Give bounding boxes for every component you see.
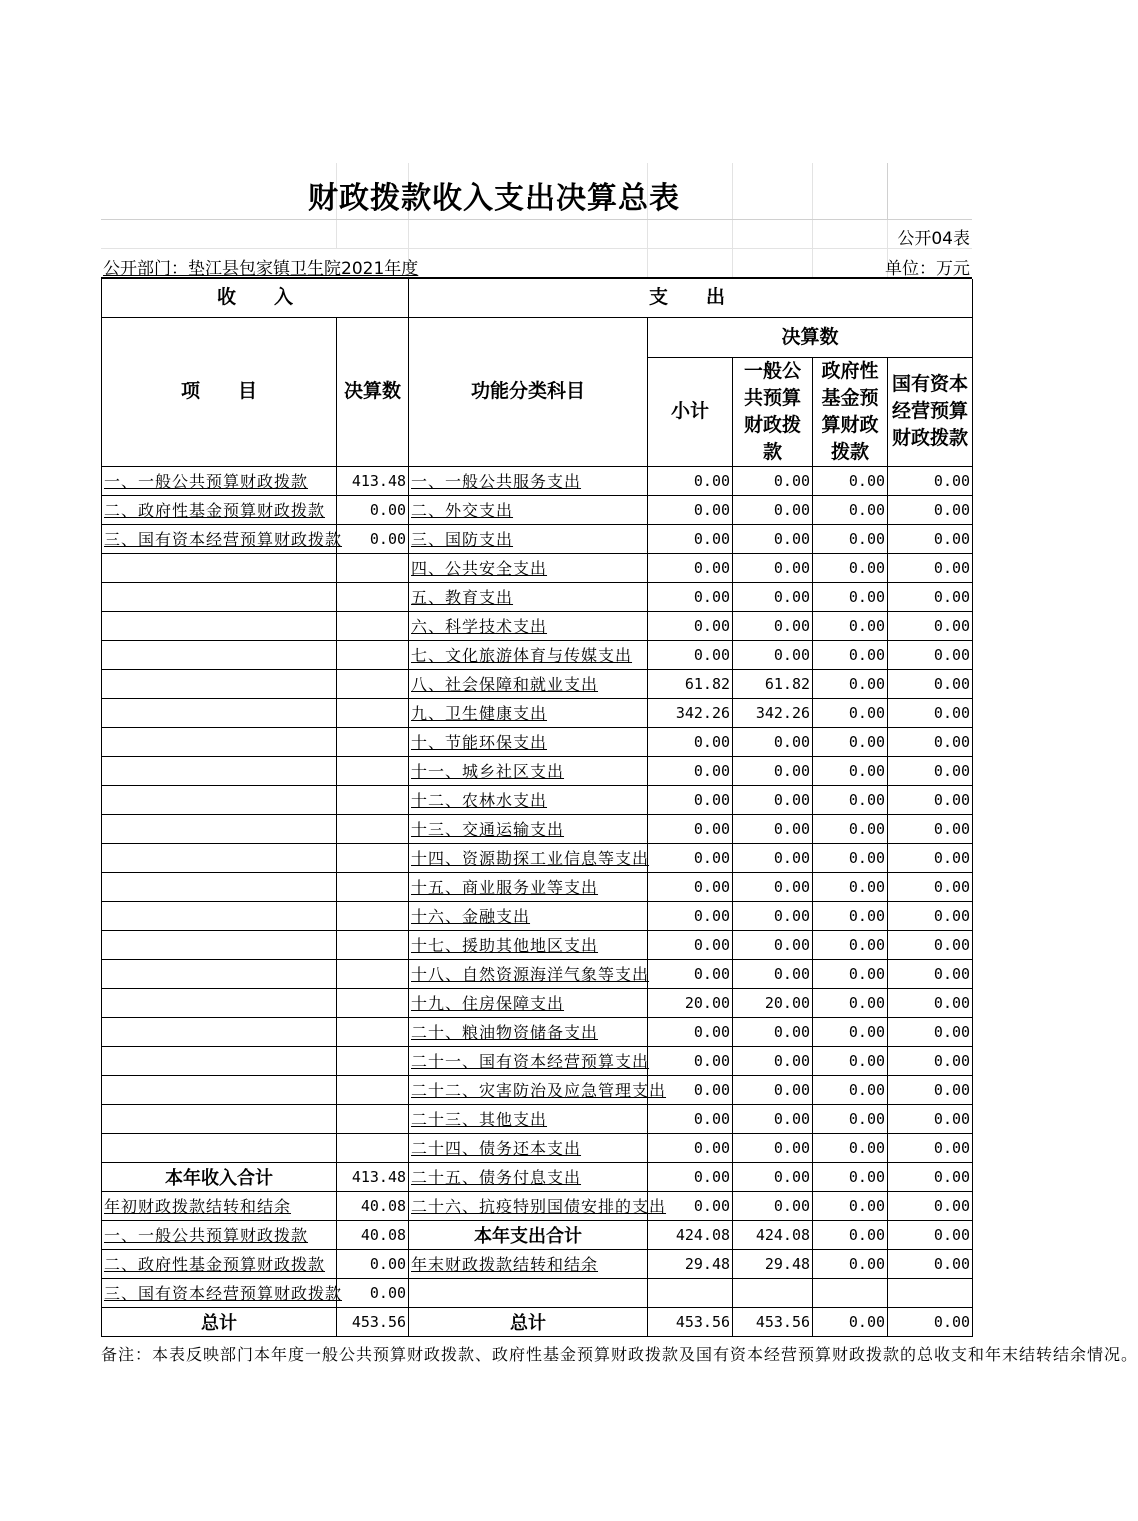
- table-row: [102, 727, 973, 756]
- general-budget-cell: 0.00: [733, 582, 813, 611]
- gov-fund-cell: 0.00: [813, 1220, 888, 1249]
- gov-fund-cell: 0.00: [813, 640, 888, 669]
- general-budget-cell: 20.00: [733, 988, 813, 1017]
- table-row: [102, 553, 973, 582]
- table-row: [102, 785, 973, 814]
- expense-item: 十、节能环保支出: [409, 727, 648, 756]
- table-row: [102, 1017, 973, 1046]
- income-item: 本年收入合计: [102, 1162, 337, 1191]
- gov-fund-cell: 0.00: [813, 1249, 888, 1278]
- expense-item: 二十二、灾害防治及应急管理支出: [409, 1075, 648, 1104]
- income-amount: [337, 1017, 409, 1046]
- income-amount: [337, 640, 409, 669]
- table-row: [102, 756, 973, 785]
- expense-item: 本年支出合计: [409, 1220, 648, 1249]
- income-item: [102, 640, 337, 669]
- gov-fund-cell: 0.00: [813, 930, 888, 959]
- expense-item: 年末财政拨款结转和结余: [409, 1249, 648, 1278]
- income-amount: 453.56: [337, 1307, 409, 1336]
- state-capital-cell: 0.00: [888, 553, 973, 582]
- income-amount: [337, 669, 409, 698]
- subtotal-cell: 453.56: [648, 1307, 733, 1336]
- gov-fund-cell: 0.00: [813, 1104, 888, 1133]
- subtotal-cell: 0.00: [648, 495, 733, 524]
- general-budget-cell: 0.00: [733, 495, 813, 524]
- state-capital-cell: 0.00: [888, 959, 973, 988]
- function-header: 功能分类科目: [409, 317, 648, 466]
- income-amount: 0.00: [337, 524, 409, 553]
- subtotal-header: 小计: [648, 357, 733, 466]
- subtotal-cell: 0.00: [648, 814, 733, 843]
- subtotal-cell: 0.00: [648, 1075, 733, 1104]
- general-budget-cell: 0.00: [733, 843, 813, 872]
- income-item: [102, 727, 337, 756]
- income-item: 一、一般公共预算财政拨款: [102, 466, 337, 495]
- subtotal-cell: 342.26: [648, 698, 733, 727]
- income-amount: [337, 988, 409, 1017]
- income-amount: 40.08: [337, 1191, 409, 1220]
- expense-item: 二、外交支出: [409, 495, 648, 524]
- income-amount: 0.00: [337, 495, 409, 524]
- gov-fund-header: 政府性基金预算财政拨款: [813, 357, 888, 466]
- gov-fund-cell: 0.00: [813, 785, 888, 814]
- income-item: [102, 872, 337, 901]
- income-item: [102, 669, 337, 698]
- table-row: [102, 959, 973, 988]
- subtotal-cell: 0.00: [648, 872, 733, 901]
- expense-item: 十一、城乡社区支出: [409, 756, 648, 785]
- table-row: [102, 843, 973, 872]
- subtotal-cell: 0.00: [648, 843, 733, 872]
- gov-fund-cell: 0.00: [813, 553, 888, 582]
- unit-label: 单位：万元: [885, 259, 970, 279]
- general-budget-cell: 0.00: [733, 611, 813, 640]
- income-item: 年初财政拨款结转和结余: [102, 1191, 337, 1220]
- income-item: [102, 1075, 337, 1104]
- expense-item: 一、一般公共服务支出: [409, 466, 648, 495]
- general-budget-cell: 0.00: [733, 640, 813, 669]
- income-item: 二、政府性基金预算财政拨款: [102, 1249, 337, 1278]
- expense-item: 七、文化旅游体育与传媒支出: [409, 640, 648, 669]
- gov-fund-cell: 0.00: [813, 1046, 888, 1075]
- subtotal-cell: 0.00: [648, 756, 733, 785]
- income-amount: [337, 698, 409, 727]
- expense-item: 二十三、其他支出: [409, 1104, 648, 1133]
- subtotal-cell: 0.00: [648, 611, 733, 640]
- subtotal-cell: 0.00: [648, 640, 733, 669]
- state-capital-cell: 0.00: [888, 495, 973, 524]
- subtotal-cell: 0.00: [648, 727, 733, 756]
- state-capital-cell: 0.00: [888, 669, 973, 698]
- income-amount: [337, 901, 409, 930]
- subtotal-cell: 0.00: [648, 582, 733, 611]
- income-amount: [337, 1133, 409, 1162]
- expense-item: 八、社会保障和就业支出: [409, 669, 648, 698]
- subtotal-cell: 0.00: [648, 1133, 733, 1162]
- state-capital-cell: 0.00: [888, 1104, 973, 1133]
- table-body: [102, 466, 973, 1336]
- income-item: [102, 814, 337, 843]
- expense-item: 十八、自然资源海洋气象等支出: [409, 959, 648, 988]
- subtotal-cell: 0.00: [648, 1104, 733, 1133]
- income-item: [102, 988, 337, 1017]
- state-capital-cell: 0.00: [888, 872, 973, 901]
- table-row: [102, 1104, 973, 1133]
- subtotal-cell: [648, 1278, 733, 1307]
- gov-fund-cell: 0.00: [813, 727, 888, 756]
- income-item: [102, 930, 337, 959]
- subtotal-cell: 29.48: [648, 1249, 733, 1278]
- state-capital-cell: 0.00: [888, 466, 973, 495]
- gov-fund-cell: 0.00: [813, 1307, 888, 1336]
- table-row: [102, 1220, 973, 1249]
- income-item: [102, 698, 337, 727]
- state-capital-cell: 0.00: [888, 524, 973, 553]
- gov-fund-cell: 0.00: [813, 582, 888, 611]
- income-item: 三、国有资本经营预算财政拨款: [102, 1278, 337, 1307]
- table-row: [102, 1191, 973, 1220]
- subtotal-cell: 0.00: [648, 959, 733, 988]
- subtotal-cell: 0.00: [648, 930, 733, 959]
- income-amount: [337, 959, 409, 988]
- income-amount: 40.08: [337, 1220, 409, 1249]
- subtotal-cell: 0.00: [648, 1017, 733, 1046]
- expense-item: 四、公共安全支出: [409, 553, 648, 582]
- state-capital-cell: 0.00: [888, 640, 973, 669]
- income-amount: [337, 1104, 409, 1133]
- gov-fund-cell: 0.00: [813, 611, 888, 640]
- expense-item: 十六、金融支出: [409, 901, 648, 930]
- subtotal-cell: 0.00: [648, 466, 733, 495]
- state-capital-cell: 0.00: [888, 756, 973, 785]
- general-budget-cell: 0.00: [733, 1075, 813, 1104]
- state-capital-cell: 0.00: [888, 1220, 973, 1249]
- income-amount: [337, 1075, 409, 1104]
- form-code: 公开04表: [897, 229, 970, 249]
- table-row: [102, 611, 973, 640]
- gov-fund-cell: 0.00: [813, 524, 888, 553]
- state-capital-cell: 0.00: [888, 611, 973, 640]
- table-row: [102, 1075, 973, 1104]
- gov-fund-cell: 0.00: [813, 466, 888, 495]
- gov-fund-cell: [813, 1278, 888, 1307]
- subtotal-cell: 61.82: [648, 669, 733, 698]
- title-row: [101, 163, 972, 220]
- table-row: [102, 524, 973, 553]
- gov-fund-cell: 0.00: [813, 1133, 888, 1162]
- table-row: [102, 901, 973, 930]
- gov-fund-cell: 0.00: [813, 698, 888, 727]
- gov-fund-cell: 0.00: [813, 1191, 888, 1220]
- income-amount: [337, 930, 409, 959]
- subtotal-cell: 0.00: [648, 1046, 733, 1075]
- state-capital-cell: 0.00: [888, 1307, 973, 1336]
- state-capital-cell: 0.00: [888, 843, 973, 872]
- subtotal-cell: 0.00: [648, 901, 733, 930]
- expense-item: 六、科学技术支出: [409, 611, 648, 640]
- table-row: [102, 814, 973, 843]
- general-budget-cell: 0.00: [733, 814, 813, 843]
- amount-header: 决算数: [337, 317, 409, 466]
- table-row: [102, 930, 973, 959]
- income-amount: 0.00: [337, 1278, 409, 1307]
- income-item: [102, 1104, 337, 1133]
- general-budget-cell: 0.00: [733, 466, 813, 495]
- income-amount: [337, 872, 409, 901]
- gov-fund-cell: 0.00: [813, 843, 888, 872]
- subtotal-cell: 0.00: [648, 524, 733, 553]
- general-budget-cell: 0.00: [733, 959, 813, 988]
- budget-table: [101, 279, 973, 1337]
- general-budget-cell: 424.08: [733, 1220, 813, 1249]
- income-amount: [337, 727, 409, 756]
- income-item: [102, 582, 337, 611]
- general-budget-cell: 0.00: [733, 1046, 813, 1075]
- gov-fund-cell: 0.00: [813, 756, 888, 785]
- expense-item: 十三、交通运输支出: [409, 814, 648, 843]
- general-budget-cell: 0.00: [733, 756, 813, 785]
- state-capital-cell: 0.00: [888, 901, 973, 930]
- state-capital-cell: 0.00: [888, 582, 973, 611]
- income-item: 一、一般公共预算财政拨款: [102, 1220, 337, 1249]
- expense-item: 十二、农林水支出: [409, 785, 648, 814]
- budget-header: 决算数: [648, 317, 973, 357]
- income-amount: [337, 611, 409, 640]
- footnote: 备注：本表反映部门本年度一般公共预算财政拨款、政府性基金预算财政拨款及国有资本经营预算财政拨款的总收支和年末结转结余情况。: [101, 1344, 1138, 1364]
- table-row: [102, 1162, 973, 1191]
- table-row: [102, 582, 973, 611]
- gov-fund-cell: 0.00: [813, 901, 888, 930]
- state-capital-header: 国有资本经营预算财政拨款: [888, 357, 973, 466]
- table-row: [102, 495, 973, 524]
- page-title: 财政拨款收入支出决算总表: [308, 181, 680, 216]
- income-amount: [337, 756, 409, 785]
- table-row: [102, 698, 973, 727]
- gov-fund-cell: 0.00: [813, 872, 888, 901]
- income-item: [102, 756, 337, 785]
- table-row: [102, 988, 973, 1017]
- general-budget-cell: 453.56: [733, 1307, 813, 1336]
- gov-fund-cell: 0.00: [813, 669, 888, 698]
- form-code-row: [101, 220, 972, 249]
- state-capital-cell: 0.00: [888, 1249, 973, 1278]
- subtotal-cell: 424.08: [648, 1220, 733, 1249]
- general-budget-cell: [733, 1278, 813, 1307]
- gov-fund-cell: 0.00: [813, 988, 888, 1017]
- income-amount: [337, 1046, 409, 1075]
- state-capital-cell: 0.00: [888, 1075, 973, 1104]
- general-budget-cell: 0.00: [733, 1017, 813, 1046]
- table-row: [102, 872, 973, 901]
- state-capital-cell: [888, 1278, 973, 1307]
- state-capital-cell: 0.00: [888, 698, 973, 727]
- budget-sheet: [101, 163, 1138, 1365]
- subtotal-cell: 0.00: [648, 785, 733, 814]
- department-label: 公开部门：垫江县包家镇卫生院2021年度: [103, 259, 419, 279]
- general-budget-cell: 29.48: [733, 1249, 813, 1278]
- state-capital-cell: 0.00: [888, 1017, 973, 1046]
- state-capital-cell: 0.00: [888, 1162, 973, 1191]
- table-row: [102, 1133, 973, 1162]
- general-budget-cell: 0.00: [733, 553, 813, 582]
- gov-fund-cell: 0.00: [813, 959, 888, 988]
- income-item: [102, 1046, 337, 1075]
- subtotal-cell: 0.00: [648, 553, 733, 582]
- expense-item: 二十、粮油物资储备支出: [409, 1017, 648, 1046]
- expense-item: 总计: [409, 1307, 648, 1336]
- subtotal-cell: 0.00: [648, 1162, 733, 1191]
- expense-item: 十四、资源勘探工业信息等支出: [409, 843, 648, 872]
- expense-item: 三、国防支出: [409, 524, 648, 553]
- general-budget-cell: 0.00: [733, 785, 813, 814]
- expense-item: 二十一、国有资本经营预算支出: [409, 1046, 648, 1075]
- general-budget-cell: 0.00: [733, 1191, 813, 1220]
- state-capital-cell: 0.00: [888, 988, 973, 1017]
- expense-item: 十九、住房保障支出: [409, 988, 648, 1017]
- income-amount: [337, 785, 409, 814]
- income-amount: [337, 582, 409, 611]
- expense-item: 二十六、抗疫特别国债安排的支出: [409, 1191, 648, 1220]
- gov-fund-cell: 0.00: [813, 814, 888, 843]
- general-budget-cell: 0.00: [733, 524, 813, 553]
- expense-item: 十七、援助其他地区支出: [409, 930, 648, 959]
- income-amount: 413.48: [337, 466, 409, 495]
- income-item: [102, 1133, 337, 1162]
- expense-item: 二十四、债务还本支出: [409, 1133, 648, 1162]
- expense-header: 支 出: [409, 279, 973, 317]
- table-row: [102, 1307, 973, 1336]
- income-item: 三、国有资本经营预算财政拨款: [102, 524, 337, 553]
- table-row: [102, 1249, 973, 1278]
- table-row: [102, 466, 973, 495]
- gov-fund-cell: 0.00: [813, 1017, 888, 1046]
- table-row: [102, 669, 973, 698]
- general-budget-cell: 0.00: [733, 872, 813, 901]
- general-budget-cell: 0.00: [733, 1133, 813, 1162]
- expense-item: 九、卫生健康支出: [409, 698, 648, 727]
- table-row: [102, 1046, 973, 1075]
- subtotal-cell: 20.00: [648, 988, 733, 1017]
- income-item: [102, 959, 337, 988]
- table-row: [102, 1278, 973, 1307]
- income-item: 总计: [102, 1307, 337, 1336]
- income-item: [102, 843, 337, 872]
- general-budget-cell: 342.26: [733, 698, 813, 727]
- state-capital-cell: 0.00: [888, 1046, 973, 1075]
- income-item: [102, 553, 337, 582]
- income-amount: 413.48: [337, 1162, 409, 1191]
- state-capital-cell: 0.00: [888, 1133, 973, 1162]
- general-budget-cell: 61.82: [733, 669, 813, 698]
- income-item: 二、政府性基金预算财政拨款: [102, 495, 337, 524]
- state-capital-cell: 0.00: [888, 785, 973, 814]
- subtotal-cell: 0.00: [648, 1191, 733, 1220]
- income-item: [102, 901, 337, 930]
- state-capital-cell: 0.00: [888, 727, 973, 756]
- expense-item: 二十五、债务付息支出: [409, 1162, 648, 1191]
- table-row: [102, 640, 973, 669]
- state-capital-cell: 0.00: [888, 814, 973, 843]
- income-header: 收 入: [102, 279, 409, 317]
- general-budget-cell: 0.00: [733, 1104, 813, 1133]
- general-budget-header: 一般公共预算财政拨款: [733, 357, 813, 466]
- gov-fund-cell: 0.00: [813, 1075, 888, 1104]
- expense-item: 十五、商业服务业等支出: [409, 872, 648, 901]
- income-item: [102, 611, 337, 640]
- general-budget-cell: 0.00: [733, 727, 813, 756]
- general-budget-cell: 0.00: [733, 901, 813, 930]
- income-item: [102, 1017, 337, 1046]
- department-row: [101, 249, 972, 279]
- general-budget-cell: 0.00: [733, 930, 813, 959]
- state-capital-cell: 0.00: [888, 1191, 973, 1220]
- general-budget-cell: 0.00: [733, 1162, 813, 1191]
- gov-fund-cell: 0.00: [813, 495, 888, 524]
- income-amount: 0.00: [337, 1249, 409, 1278]
- state-capital-cell: 0.00: [888, 930, 973, 959]
- expense-item: 五、教育支出: [409, 582, 648, 611]
- income-amount: [337, 553, 409, 582]
- income-amount: [337, 843, 409, 872]
- income-item: [102, 785, 337, 814]
- gov-fund-cell: 0.00: [813, 1162, 888, 1191]
- income-amount: [337, 814, 409, 843]
- expense-item: [409, 1278, 648, 1307]
- item-header: 项 目: [102, 317, 337, 466]
